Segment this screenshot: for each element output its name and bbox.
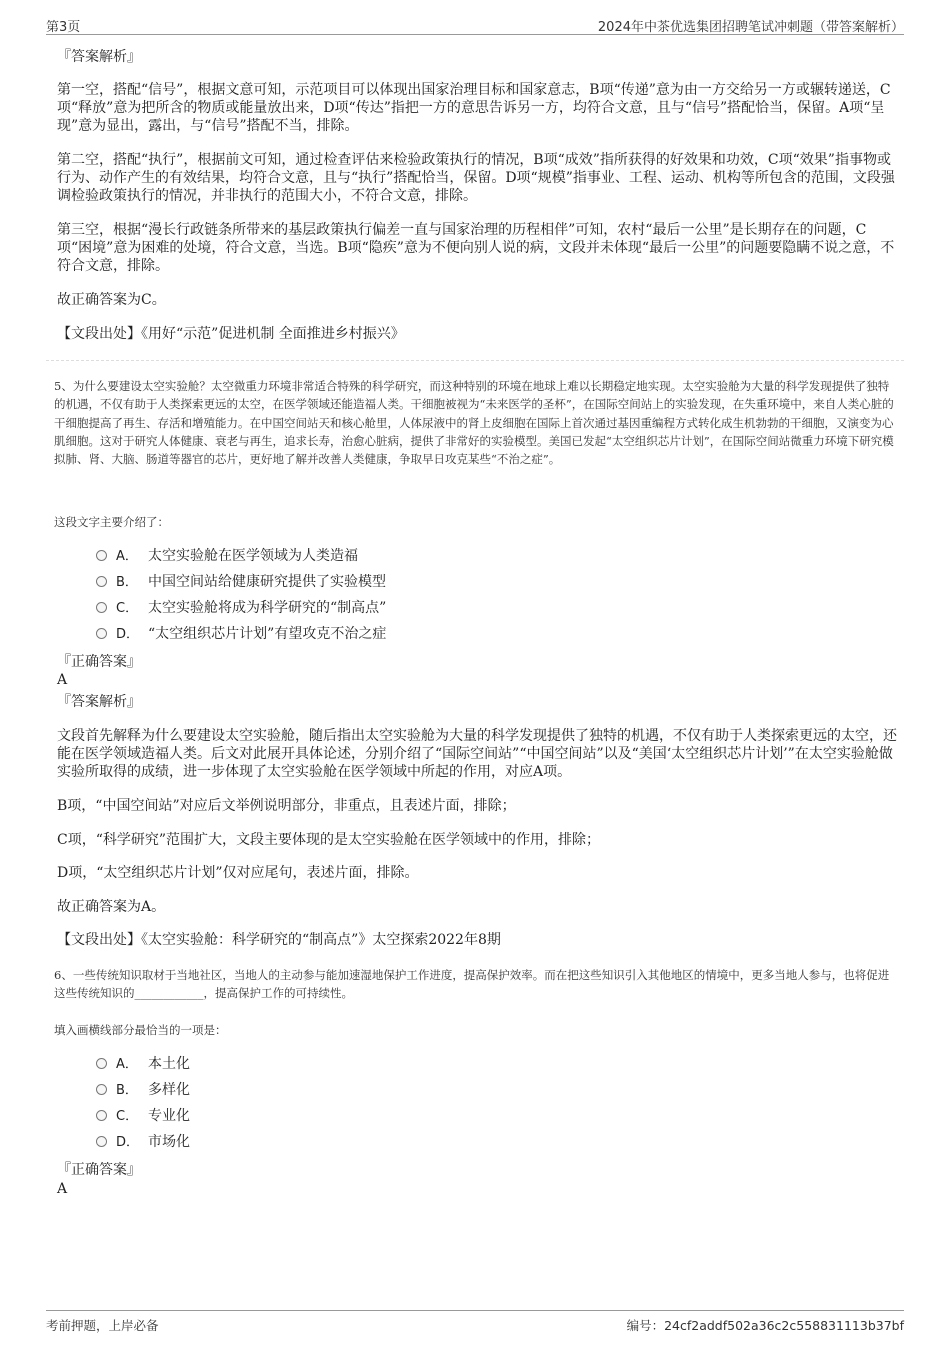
q5-option-a[interactable]: A． 太空实验舱在医学领域为人类造福	[96, 547, 358, 566]
q5-option-b[interactable]: B． 中国空间站给健康研究提供了实验模型	[96, 573, 386, 592]
q5-analysis-p1: 文段首先解释为什么要建设太空实验舱，随后指出太空实验舱为大量的科学发现提供了独特的机遇，不仅有助于人类探索更远的太空，还能在医学领域造福人类。后文对此展开具体论述，分别介绍了“国际空间站”“中国空间站”以及“美国‘太空组织芯片计划’”在太空实验舱做实验所取得的成绩，进一步体现了太空实验舱在医学领域中所起的作用，对应A项。	[57, 728, 897, 780]
radio-icon[interactable]	[96, 628, 107, 639]
q4-analysis-p1: 第一空，搭配“信号”，根据文意可知，示范项目可以体现出国家治理目标和国家意志，B项“传递”意为由一方交给另一方或辗转递送，C项“释放”意为把所含的物质或能量放出来，D项“传达”指把一方的意思告诉另一方，均符合文意，且与“信号”搭配恰当，保留。A项“呈现”意为显出，露出，与“信号”搭配不当，排除。	[57, 82, 891, 134]
q6-option-a[interactable]: A． 本土化	[96, 1055, 190, 1074]
q5-answer: A	[57, 672, 68, 688]
q5-analysis-p2: B项，“中国空间站”对应后文举例说明部分，非重点，且表述片面，排除；	[57, 798, 516, 814]
q6-answer: A	[57, 1181, 68, 1197]
q5-analysis-p3: C项，“科学研究”范围扩大，文段主要体现的是太空实验舱在医学领域中的作用，排除；	[57, 832, 601, 848]
q5-analysis-p4: D项，“太空组织芯片计划”仅对应尾句，表述片面，排除。	[57, 865, 419, 881]
q5-analysis-label: 『答案解析』	[57, 694, 141, 710]
q5-answer-label: 『正确答案』	[57, 654, 141, 670]
radio-icon[interactable]	[96, 550, 107, 561]
document-id: 编号：24cf2addf502a36c2c558831113b37bf	[626, 1318, 904, 1333]
q6-blank: ____________	[134, 986, 204, 1001]
q6-option-d[interactable]: D． 市场化	[96, 1133, 190, 1152]
q6-answer-label: 『正确答案』	[57, 1162, 141, 1178]
footer-slogan: 考前押题，上岸必备	[46, 1318, 159, 1333]
q5-stem: 5、为什么要建设太空实验舱？太空微重力环境非常适合特殊的科学研究，而这种特别的环境在地球上难以长期稳定地实现。太空实验舱为大量的科学发现提供了独特的机遇，不仅有助于人类探索更远的太空，在医学领域还能造福人类。干细胞被视为“未来医学的圣杯”，在国际空间站上的实验发现，在失重环境中，来自人类心脏的干细胞提高了再生、存活和增殖能力。在中国空间站天和核心舱里，人体尿液中的肾上皮细胞在国际上首次通过基因重编程方式转化成生机勃勃的干细胞，又演变为心肌细胞。这对于研究人体健康、衰老与再生，追求长寿，治愈心脏病，提供了非常好的实验模型。美国已发起“太空组织芯片计划”，在国际空间站微重力环境下研究模拟肺、肾、大脑、肠道等器官的芯片，更好地了解并改善人类健康，争取早日攻克某些“不治之症”。	[54, 379, 894, 467]
q6-prompt: 填入画横线部分最恰当的一项是：	[54, 1023, 227, 1037]
radio-icon[interactable]	[96, 1084, 107, 1095]
radio-icon[interactable]	[96, 1110, 107, 1121]
q5-source: 【文段出处】《太空实验舱：科学研究的“制高点”》太空探索2022年8期	[57, 932, 501, 948]
q5-prompt: 这段文字主要介绍了：	[54, 515, 169, 529]
page-number: 第3页	[46, 20, 81, 35]
q5-conclusion: 故正确答案为A。	[57, 899, 166, 915]
document-title: 2024年中茶优选集团招聘笔试冲刺题（带答案解析）	[597, 20, 904, 35]
page-footer	[46, 1310, 904, 1333]
q6-stem: 6、一些传统知识取材于当地社区，当地人的主动参与能加速湿地保护工作进度，提高保护效率。而在把这些知识引入其他地区的情境中，更多当地人参与，也将促进这些传统知识的____________，提高保护工作的可持续性。	[54, 968, 890, 1001]
q4-source: 【文段出处】《用好“示范”促进机制 全面推进乡村振兴》	[57, 326, 405, 342]
q4-analysis-p2: 第二空，搭配“执行”，根据前文可知，通过检查评估来检验政策执行的情况，B项“成效”指所获得的好效果和功效，C项“效果”指事物或行为、动作产生的有效结果，均符合文意，且与“执行”搭配恰当，保留。D项“规模”指事业、工程、运动、机构等所包含的范围，文段强调检验政策执行的情况，并非执行的范围大小，不符合文意，排除。	[57, 152, 895, 204]
question-divider	[46, 360, 904, 361]
q6-option-c[interactable]: C． 专业化	[96, 1107, 190, 1126]
q4-conclusion: 故正确答案为C。	[57, 292, 166, 308]
radio-icon[interactable]	[96, 1136, 107, 1147]
q4-analysis-label: 『答案解析』	[57, 49, 141, 65]
q5-option-d[interactable]: D． “太空组织芯片计划”有望攻克不治之症	[96, 625, 386, 644]
q4-analysis-p3: 第三空，根据“漫长行政链条所带来的基层政策执行偏差一直与国家治理的历程相伴”可知，农村“最后一公里”是长期存在的问题，C项“困境”意为困难的处境，符合文意，当选。B项“隐疾”意为不便向别人说的病，文段并未体现“最后一公里”的问题要隐瞒不说之意，不符合文意，排除。	[57, 222, 895, 274]
radio-icon[interactable]	[96, 602, 107, 613]
radio-icon[interactable]	[96, 576, 107, 587]
radio-icon[interactable]	[96, 1058, 107, 1069]
page-header	[46, 14, 904, 35]
q5-option-c[interactable]: C． 太空实验舱将成为科学研究的“制高点”	[96, 599, 386, 618]
q6-option-b[interactable]: B． 多样化	[96, 1081, 190, 1100]
